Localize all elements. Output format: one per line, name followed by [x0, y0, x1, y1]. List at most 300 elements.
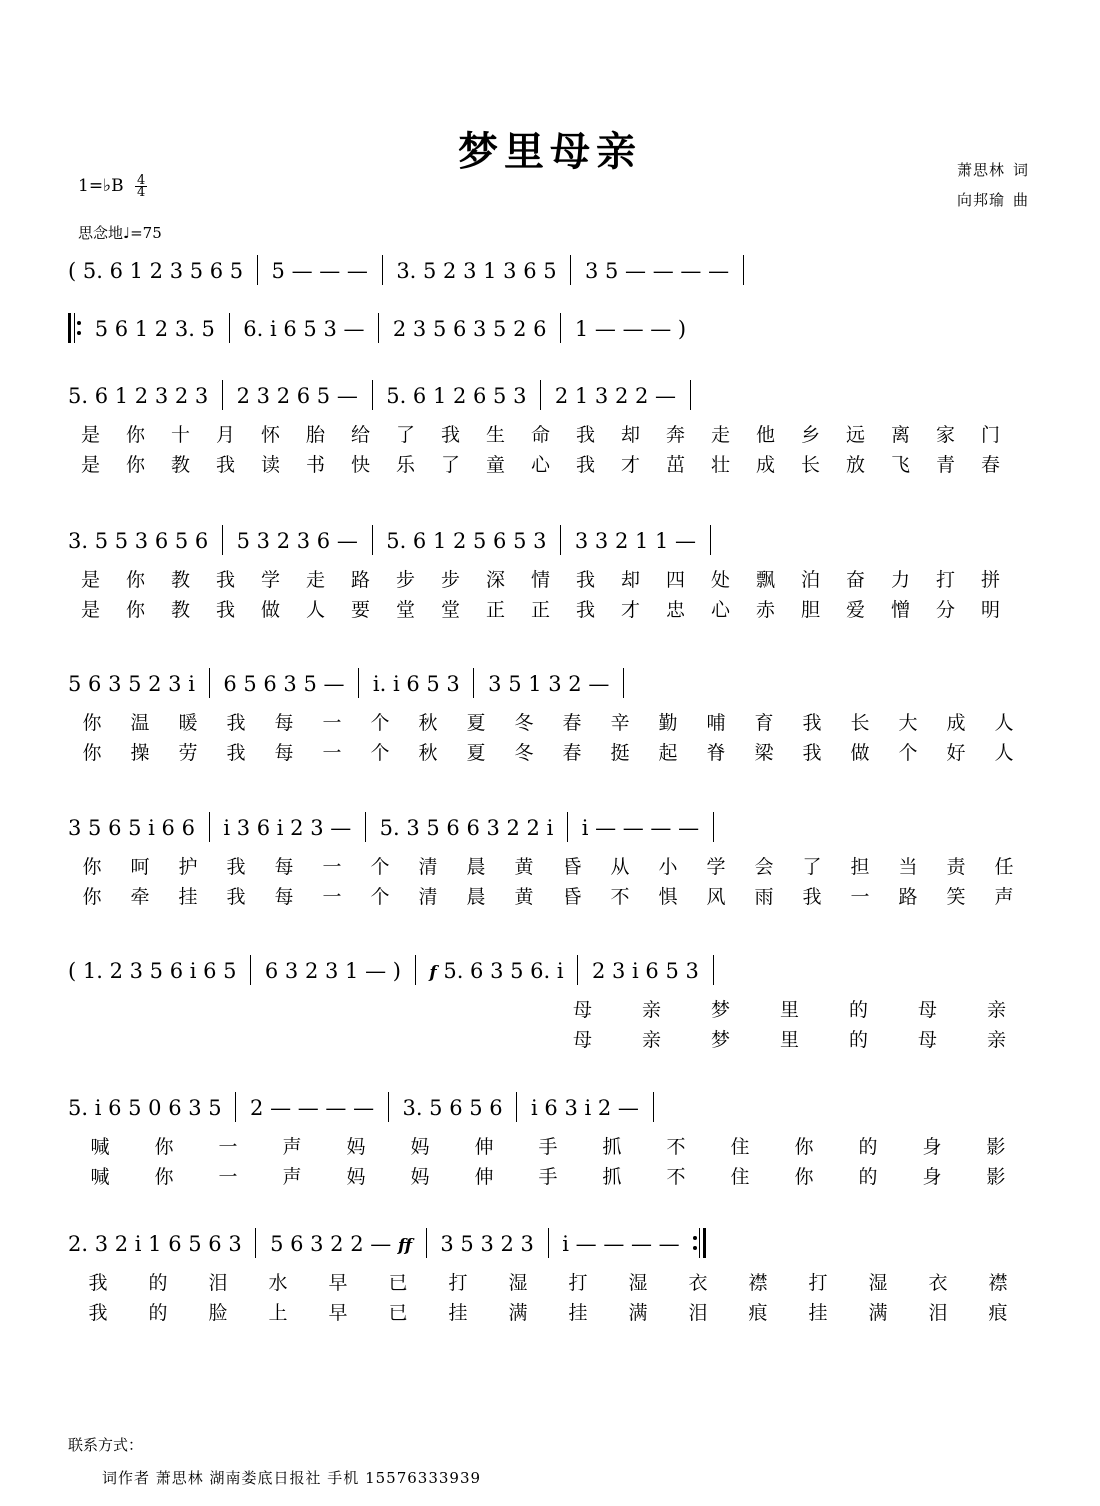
system-intro-1: [68, 255, 1032, 295]
lyric-syllable: 风: [706, 886, 726, 908]
lyric-syllable: 正: [530, 599, 550, 621]
lyric-syllable: 水: [268, 1272, 288, 1294]
lyric-syllable: 每: [274, 742, 294, 764]
measure: 2 3 i 6 5 3: [591, 959, 699, 983]
lyric-syllable: 放: [845, 454, 865, 476]
lyric-syllable: 梦: [710, 999, 730, 1021]
lyric-syllable: 黄: [514, 856, 534, 878]
lyric-syllable: 人: [994, 742, 1014, 764]
lyric-syllable: 了: [802, 856, 822, 878]
system-verse-4: [68, 812, 1032, 912]
barline: [540, 380, 541, 410]
lyric-syllable: 挂: [808, 1302, 828, 1324]
lyric-syllable: 亲: [986, 999, 1006, 1021]
composer-line: [957, 185, 1028, 215]
measure: 5 6 1 2 3. 5: [94, 317, 215, 341]
barline: [426, 1228, 427, 1258]
notation-line: [68, 313, 1032, 353]
lyrics-line-1: [68, 708, 1032, 738]
lyric-syllable: 我: [575, 569, 595, 591]
lyric-syllable: 奔: [665, 424, 685, 446]
lyric-syllable: 襟: [988, 1272, 1008, 1294]
lyric-syllable: 步: [395, 569, 415, 591]
measure: 3. 5 2 3 1 3 6 5: [396, 259, 557, 283]
lyric-syllable: 路: [898, 886, 918, 908]
measure: i 6 3 i 2 —: [531, 1096, 639, 1120]
measure: 6. i 6 5 3 —: [243, 317, 365, 341]
barline: [560, 525, 561, 555]
system-chorus-3: [68, 1228, 1032, 1328]
notation-line: [68, 255, 1032, 295]
barline: [358, 668, 359, 698]
lyric-syllable: 喊: [90, 1166, 110, 1188]
lyric-syllable: 我: [226, 856, 246, 878]
lyrics-line-2: [68, 738, 1032, 768]
lyrics-line-1: [68, 1268, 1032, 1298]
lyric-syllable: 我: [215, 599, 235, 621]
barline: [222, 525, 223, 555]
lyric-syllable: 门: [980, 424, 1000, 446]
barline: [743, 255, 744, 285]
lyric-syllable: 分: [935, 599, 955, 621]
lyric-syllable: 我: [226, 886, 246, 908]
lyric-syllable: 做: [260, 599, 280, 621]
lyric-syllable: 个: [370, 856, 390, 878]
lyric-syllable: 步: [440, 569, 460, 591]
lyric-syllable: 哺: [706, 712, 726, 734]
lyric-syllable: 里: [779, 999, 799, 1021]
lyric-syllable: 喊: [90, 1136, 110, 1158]
lyricist-name: 萧思林: [956, 161, 1005, 179]
lyric-syllable: 你: [82, 886, 102, 908]
lyric-syllable: 一: [322, 886, 342, 908]
lyric-syllable: 个: [370, 742, 390, 764]
measure: 3 3 2 1 1 —: [574, 529, 697, 553]
lyricist-role: 词: [1012, 161, 1028, 179]
barline: [415, 955, 416, 985]
measure: 2 3 5 6 3 5 2 6: [392, 317, 547, 341]
barline: [516, 1092, 517, 1122]
lyric-syllable: 是: [80, 454, 100, 476]
notation-line: [68, 1228, 1032, 1268]
barline: [713, 955, 714, 985]
lyric-syllable: 伸: [474, 1136, 494, 1158]
lyric-syllable: 身: [922, 1136, 942, 1158]
footer-contact: [68, 1434, 481, 1488]
measure: 3 5 — — — —: [584, 259, 730, 283]
lyric-syllable: 力: [890, 569, 910, 591]
lyric-syllable: 的: [858, 1136, 878, 1158]
lyric-syllable: 责: [946, 856, 966, 878]
lyric-syllable: 不: [666, 1136, 686, 1158]
lyric-syllable: 学: [706, 856, 726, 878]
composer-name: 向邦瑜: [956, 191, 1005, 209]
lyric-syllable: 明: [980, 599, 1000, 621]
lyrics-line-2: [68, 882, 1032, 912]
system-verse-1: [68, 380, 1032, 480]
contact-details: 词作者 萧思林 湖南娄底日报社 手机 15576333939: [102, 1469, 482, 1487]
barline: [209, 668, 210, 698]
key-signature: [78, 175, 147, 198]
measure: i. i 6 5 3: [372, 672, 460, 696]
lyric-syllable: 伸: [474, 1166, 494, 1188]
lyric-syllable: 远: [845, 424, 865, 446]
lyric-syllable: 憎: [890, 599, 910, 621]
lyric-syllable: 泪: [688, 1302, 708, 1324]
repeat-start-barline: [68, 313, 82, 348]
system-verse-3: [68, 668, 1032, 768]
lyric-syllable: 湿: [508, 1272, 528, 1294]
repeat-end-barline: [692, 1228, 706, 1263]
lyric-syllable: 秋: [418, 742, 438, 764]
lyric-syllable: 一: [850, 886, 870, 908]
barline: [250, 955, 251, 985]
measure: 5. 6 1 2 6 5 3: [386, 384, 527, 408]
lyric-syllable: 声: [994, 886, 1014, 908]
lyric-syllable: 痕: [988, 1302, 1008, 1324]
lyric-syllable: 茁: [665, 454, 685, 476]
lyric-syllable: 的: [148, 1302, 168, 1324]
lyric-syllable: 你: [82, 742, 102, 764]
lyric-syllable: 衣: [928, 1272, 948, 1294]
barline: [690, 380, 691, 410]
measure: 5 6 3 5 2 3 i: [68, 672, 195, 696]
barline: [388, 1092, 389, 1122]
lyric-syllable: 胎: [305, 424, 325, 446]
barline: [382, 255, 383, 285]
lyric-syllable: 你: [125, 599, 145, 621]
lyric-syllable: 清: [418, 886, 438, 908]
lyric-syllable: 胆: [800, 599, 820, 621]
measure: 5. 6 3 5 6. i: [443, 959, 564, 983]
key-signature-text: 1=♭B: [78, 176, 124, 196]
lyric-syllable: 你: [125, 424, 145, 446]
lyric-syllable: 昏: [562, 856, 582, 878]
lyric-syllable: 满: [508, 1302, 528, 1324]
lyric-syllable: 壮: [710, 454, 730, 476]
lyric-syllable: 做: [850, 742, 870, 764]
lyric-syllable: 母: [917, 999, 937, 1021]
lyric-syllable: 心: [530, 454, 550, 476]
lyric-syllable: 亲: [986, 1029, 1006, 1051]
lyric-syllable: 影: [986, 1166, 1006, 1188]
lyric-syllable: 心: [710, 599, 730, 621]
lyric-syllable: 处: [710, 569, 730, 591]
lyric-syllable: 路: [350, 569, 370, 591]
lyric-syllable: 长: [800, 454, 820, 476]
lyric-syllable: 打: [808, 1272, 828, 1294]
lyric-syllable: 已: [388, 1272, 408, 1294]
lyric-syllable: 个: [370, 712, 390, 734]
lyric-syllable: 你: [794, 1136, 814, 1158]
lyric-syllable: 抓: [602, 1136, 622, 1158]
time-signature-denominator: 4: [136, 185, 146, 200]
lyric-syllable: 我: [88, 1272, 108, 1294]
lyric-syllable: 要: [350, 599, 370, 621]
lyric-syllable: 快: [350, 454, 370, 476]
measure: 3. 5 5 3 6 5 6: [68, 529, 209, 553]
lyric-syllable: 春: [562, 742, 582, 764]
lyric-syllable: 我: [802, 886, 822, 908]
dynamic-marking: f: [429, 963, 437, 983]
lyric-syllable: 才: [620, 454, 640, 476]
lyric-syllable: 每: [274, 886, 294, 908]
lyric-syllable: 成: [946, 712, 966, 734]
lyric-syllable: 你: [125, 569, 145, 591]
lyric-syllable: 春: [980, 454, 1000, 476]
lyric-syllable: 乐: [395, 454, 415, 476]
lyric-syllable: 挂: [178, 886, 198, 908]
system-chorus-2: [68, 1092, 1032, 1192]
lyric-syllable: 你: [82, 856, 102, 878]
lyric-syllable: 爱: [845, 599, 865, 621]
measure: 2 1 3 2 2 —: [554, 384, 677, 408]
lyric-syllable: 秋: [418, 712, 438, 734]
lyric-syllable: 成: [755, 454, 775, 476]
lyric-syllable: 不: [610, 886, 630, 908]
barline: [577, 955, 578, 985]
measure: ( 5. 6 1 2 3 5 6 5: [68, 259, 244, 283]
time-signature-numerator: 4: [136, 173, 146, 188]
lyrics-line-1: [68, 420, 1032, 450]
lyrics-line-1: [68, 1132, 1032, 1162]
lyric-syllable: 春: [562, 712, 582, 734]
lyric-syllable: 个: [370, 886, 390, 908]
lyric-syllable: 手: [538, 1166, 558, 1188]
barline: [560, 313, 561, 343]
lyricist-line: [957, 155, 1028, 185]
barline: [255, 1228, 256, 1258]
system-intro-2: [68, 313, 1032, 353]
lyric-syllable: 梦: [710, 1029, 730, 1051]
lyric-syllable: 湿: [628, 1272, 648, 1294]
measure: 5 6 3 2 2 —: [270, 1232, 392, 1256]
measure: 6 3 2 3 1 — ): [264, 959, 401, 983]
lyric-syllable: 了: [440, 454, 460, 476]
lyric-syllable: 满: [868, 1302, 888, 1324]
lyric-syllable: 护: [178, 856, 198, 878]
notation-line: [68, 812, 1032, 852]
lyric-syllable: 书: [305, 454, 325, 476]
lyric-syllable: 是: [80, 599, 100, 621]
lyric-syllable: 湿: [868, 1272, 888, 1294]
lyric-syllable: 一: [218, 1136, 238, 1158]
lyric-syllable: 勤: [658, 712, 678, 734]
tempo-value: ♩=75: [123, 224, 162, 242]
system-chorus-1: [68, 955, 1032, 1055]
lyric-syllable: 早: [328, 1272, 348, 1294]
contact-label: 联系方式：: [68, 1436, 144, 1454]
lyric-syllable: 好: [946, 742, 966, 764]
lyric-syllable: 打: [448, 1272, 468, 1294]
lyric-syllable: 会: [754, 856, 774, 878]
lyric-syllable: 操: [130, 742, 150, 764]
measure: 2 3 2 6 5 —: [236, 384, 358, 408]
lyrics-line-1: [68, 565, 1032, 595]
lyric-syllable: 影: [986, 1136, 1006, 1158]
measure: 5 — — —: [271, 259, 368, 283]
measure: 5. 6 1 2 5 6 5 3: [386, 529, 547, 553]
notation-line: [68, 955, 1032, 995]
measure: i 3 6 i 2 3 —: [223, 816, 352, 840]
barline: [713, 812, 714, 842]
measure: i — — — —: [581, 816, 700, 840]
lyric-syllable: 痕: [748, 1302, 768, 1324]
lyric-syllable: 妈: [410, 1136, 430, 1158]
lyrics-line-2: [68, 595, 1032, 625]
lyric-syllable: 泪: [208, 1272, 228, 1294]
lyric-syllable: 里: [779, 1029, 799, 1051]
lyric-syllable: 月: [215, 424, 235, 446]
measure: ( 1. 2 3 5 6 i 6 5: [68, 959, 237, 983]
lyric-syllable: 亲: [641, 999, 661, 1021]
lyric-syllable: 妈: [346, 1166, 366, 1188]
lyric-syllable: 一: [218, 1166, 238, 1188]
lyric-syllable: 打: [568, 1272, 588, 1294]
measure: i — — — —: [562, 1232, 680, 1256]
lyric-syllable: 住: [730, 1136, 750, 1158]
lyrics-line-2: [68, 1162, 1032, 1192]
lyric-syllable: 辛: [610, 712, 630, 734]
lyric-syllable: 赤: [755, 599, 775, 621]
lyric-syllable: 温: [130, 712, 150, 734]
measure: 5. 6 1 2 3 2 3: [68, 384, 209, 408]
lyric-syllable: 我: [215, 454, 235, 476]
lyric-syllable: 我: [575, 424, 595, 446]
lyric-syllable: 暖: [178, 712, 198, 734]
credits-block: [957, 155, 1028, 215]
page-title: 梦里母亲: [458, 128, 642, 175]
lyric-syllable: 的: [848, 999, 868, 1021]
lyric-syllable: 泊: [800, 569, 820, 591]
lyric-syllable: 黄: [514, 886, 534, 908]
lyric-syllable: 怀: [260, 424, 280, 446]
lyric-syllable: 清: [418, 856, 438, 878]
lyric-syllable: 泪: [928, 1302, 948, 1324]
lyric-syllable: 忠: [665, 599, 685, 621]
lyric-syllable: 飞: [890, 454, 910, 476]
lyric-syllable: 十: [170, 424, 190, 446]
lyric-syllable: 童: [485, 454, 505, 476]
lyric-syllable: 青: [935, 454, 955, 476]
lyric-syllable: 起: [658, 742, 678, 764]
lyrics-line-2: [68, 450, 1032, 480]
lyric-syllable: 命: [530, 424, 550, 446]
lyric-syllable: 深: [485, 569, 505, 591]
barline: [372, 380, 373, 410]
lyric-syllable: 挂: [448, 1302, 468, 1324]
lyric-syllable: 给: [350, 424, 370, 446]
lyric-syllable: 一: [322, 856, 342, 878]
lyric-syllable: 的: [148, 1272, 168, 1294]
lyric-syllable: 长: [850, 712, 870, 734]
lyric-syllable: 任: [994, 856, 1014, 878]
measure: 3 5 6 5 i 6 6: [68, 816, 195, 840]
lyric-syllable: 是: [80, 424, 100, 446]
barline: [570, 255, 571, 285]
lyric-syllable: 我: [215, 569, 235, 591]
lyric-syllable: 衣: [688, 1272, 708, 1294]
barline: [222, 380, 223, 410]
lyric-syllable: 冬: [514, 712, 534, 734]
lyric-syllable: 已: [388, 1302, 408, 1324]
measure: 1 — — — ): [574, 317, 687, 341]
lyric-syllable: 是: [80, 569, 100, 591]
lyric-syllable: 每: [274, 712, 294, 734]
lyric-syllable: 从: [610, 856, 630, 878]
barline: [257, 255, 258, 285]
lyric-syllable: 打: [935, 569, 955, 591]
lyric-syllable: 晨: [466, 856, 486, 878]
lyric-syllable: 却: [620, 569, 640, 591]
lyric-syllable: 抓: [602, 1166, 622, 1188]
notation-line: [68, 668, 1032, 708]
barline: [473, 668, 474, 698]
lyric-syllable: 牵: [130, 886, 150, 908]
lyric-syllable: 我: [226, 742, 246, 764]
lyric-syllable: 夏: [466, 742, 486, 764]
lyric-syllable: 冬: [514, 742, 534, 764]
measure: 6 5 6 3 5 —: [223, 672, 345, 696]
lyric-syllable: 我: [575, 599, 595, 621]
lyric-syllable: 我: [575, 454, 595, 476]
lyric-syllable: 满: [628, 1302, 648, 1324]
measure: 5. i 6 5 0 6 3 5: [68, 1096, 222, 1120]
barline: [229, 313, 230, 343]
lyric-syllable: 母: [572, 999, 592, 1021]
lyric-syllable: 堂: [395, 599, 415, 621]
lyric-syllable: 母: [572, 1029, 592, 1051]
lyric-syllable: 手: [538, 1136, 558, 1158]
lyric-syllable: 人: [994, 712, 1014, 734]
lyric-syllable: 梁: [754, 742, 774, 764]
lyric-syllable: 奋: [845, 569, 865, 591]
measure: 2 — — — —: [250, 1096, 375, 1120]
dynamic-marking: ff: [397, 1236, 412, 1256]
lyric-syllable: 离: [890, 424, 910, 446]
lyric-syllable: 你: [82, 712, 102, 734]
lyric-syllable: 身: [922, 1166, 942, 1188]
lyric-syllable: 走: [710, 424, 730, 446]
time-signature: [135, 175, 147, 198]
lyric-syllable: 襟: [748, 1272, 768, 1294]
measure: 5. 3 5 6 6 3 2 2 i: [379, 816, 554, 840]
lyric-syllable: 育: [754, 712, 774, 734]
lyric-syllable: 我: [226, 712, 246, 734]
lyrics-line-1: [68, 852, 1032, 882]
lyric-syllable: 飘: [755, 569, 775, 591]
tempo-marking: [78, 222, 162, 243]
measure: 3. 5 6 5 6: [402, 1096, 503, 1120]
lyric-syllable: 声: [282, 1136, 302, 1158]
lyric-syllable: 个: [898, 742, 918, 764]
barline: [710, 525, 711, 555]
measure: 3 5 3 2 3: [440, 1232, 534, 1256]
composer-role: 曲: [1012, 191, 1028, 209]
lyric-syllable: 上: [268, 1302, 288, 1324]
lyric-syllable: 情: [530, 569, 550, 591]
lyric-syllable: 惧: [658, 886, 678, 908]
lyric-syllable: 学: [260, 569, 280, 591]
lyric-syllable: 母: [917, 1029, 937, 1051]
notation-line: [68, 380, 1032, 420]
barline: [209, 812, 210, 842]
lyric-syllable: 担: [850, 856, 870, 878]
lyric-syllable: 亲: [641, 1029, 661, 1051]
lyric-syllable: 家: [935, 424, 955, 446]
lyric-syllable: 你: [154, 1136, 174, 1158]
lyric-syllable: 生: [485, 424, 505, 446]
